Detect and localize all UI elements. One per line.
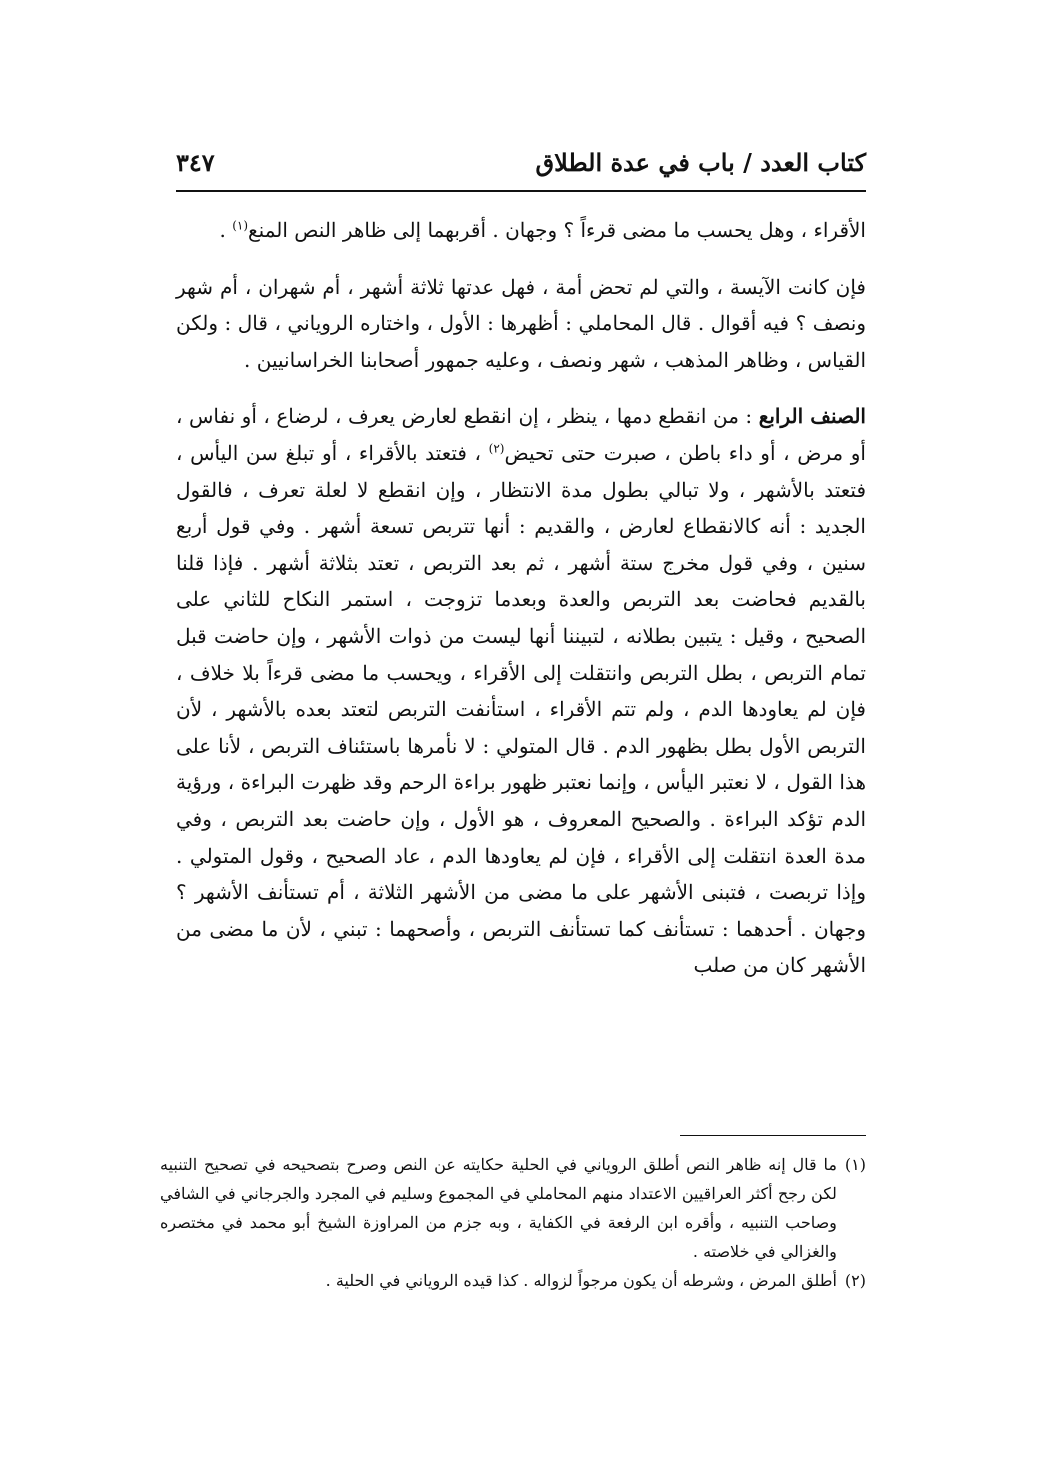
paragraph-1-end: .	[219, 218, 233, 242]
footnote-text: أطلق المرض ، وشرطه أن يكون مرجواً لزواله . كذا قيده الروياني في الحلية .	[325, 1271, 837, 1290]
section-heading: الصنف الرابع	[758, 404, 866, 429]
footnote-ref-1[interactable]: (١)	[232, 218, 249, 233]
paragraph-1	[176, 212, 866, 249]
footnote-2	[160, 1266, 866, 1295]
page-number: ٣٤٧	[176, 148, 215, 177]
footnote-ref-2[interactable]: (٢)	[488, 441, 505, 456]
main-text	[176, 212, 866, 1004]
footnote-number: (٢)	[844, 1271, 866, 1290]
chapter-title: كتاب العدد / باب في عدة الطلاق	[535, 148, 866, 177]
footnotes	[160, 1150, 866, 1295]
paragraph-1-text: الأقراء ، وهل يحسب ما مضى قرءاً ؟ وجهان . أقربهما إلى ظاهر النص المنع	[248, 218, 866, 242]
paragraph-3-text-a: : من انقطع دمها ، ينظر ، إن انقطع لعارض يعرف ، لرضاع ، أو نفاس ، أو مرض ، أو داء باطن ، صبرت حتى تحيض	[176, 404, 866, 465]
footnote-number: (١)	[844, 1155, 866, 1174]
paragraph-2: فإن كانت الآيسة ، والتي لم تحض أمة ، فهل عدتها ثلاثة أشهر ، أم شهران ، أم شهر ونصف ؟ فيه أقوال . قال المحاملي : أظهرها : الأول ، واختاره الروياني ، قال : ولكن القياس ، وظاهر المذهب ، شهر ونصف ، وعليه جمهور أصحابنا الخراسانيين .	[176, 274, 866, 372]
footnote-1	[160, 1150, 866, 1266]
paragraph-3	[176, 398, 866, 984]
footnote-text: ما قال إنه ظاهر النص أطلق الروياني في الحلية حكايته عن النص وصرح بتصحيحه في تصحيح التنبيه لكن رجح أكثر العراقيين الاعتداد منهم المحاملي في المجموع وسليم في المجرد والجرجاني في الشافي وصاحب التنبيه ، وأقره ابن الرفعة في الكفاية ، وبه جزم من المراوزة الشيخ أبو محمد في مختصره والغزالي في خلاصته .	[160, 1155, 837, 1261]
footnote-divider	[680, 1135, 866, 1136]
header-divider	[176, 190, 866, 192]
paragraph-3-text-b: ، فتعتد بالأقراء ، أو تبلغ سن اليأس ، فتعتد بالأشهر ، ولا تبالي بطول مدة الانتظار ، وإن انقطع لا لعلة تعرف ، فالقول الجديد : أنه كالانقطاع لعارض ، والقديم : أنها تتربص تسعة أشهر . وفي قول أربع سنين ، وفي قول مخرج ستة أشهر ، ثم بعد التربص ، تعتد بثلاثة أشهر . فإذا قلنا بالقديم فحاضت بعد التربص والعدة وبعدما تزوجت ، استمر النكاح للثاني على الصحيح ، وقيل : يتبين بطلانه ، لتبيننا أنها ليست من ذوات الأشهر ، وإن حاضت قبل تمام التربص ، بطل التربص وانتقلت إلى الأقراء ، ويحسب ما مضى قرءاً بلا خلاف ، فإن لم يعاودها الدم ، ولم تتم الأقراء ، استأنفت التربص لتعتد بعده بالأشهر ، لأن التربص الأول بطل بظهور الدم . قال المتولي : لا نأمرها باستئناف التربص ، لأنا على هذا القول ، لا نعتبر اليأس ، وإنما نعتبر ظهور براءة الرحم وقد ظهرت البراءة ، ورؤية الدم تؤكد البراءة . والصحيح المعروف ، هو الأول ، وإن حاضت بعد التربص ، وفي مدة العدة انتقلت إلى الأقراء ، فإن لم يعاودها الدم ، عاد الصحيح ، وقول المتولي . وإذا تربصت ، فتبنى الأشهر على ما مضى من الأشهر الثلاثة ، أم تستأنف الأشهر ؟ وجهان . أحدهما : تستأنف كما تستأنف التربص ، وأصحهما : تبني ، لأن ما مضى من الأشهر كان من صلب	[176, 440, 866, 978]
running-header	[176, 146, 866, 186]
